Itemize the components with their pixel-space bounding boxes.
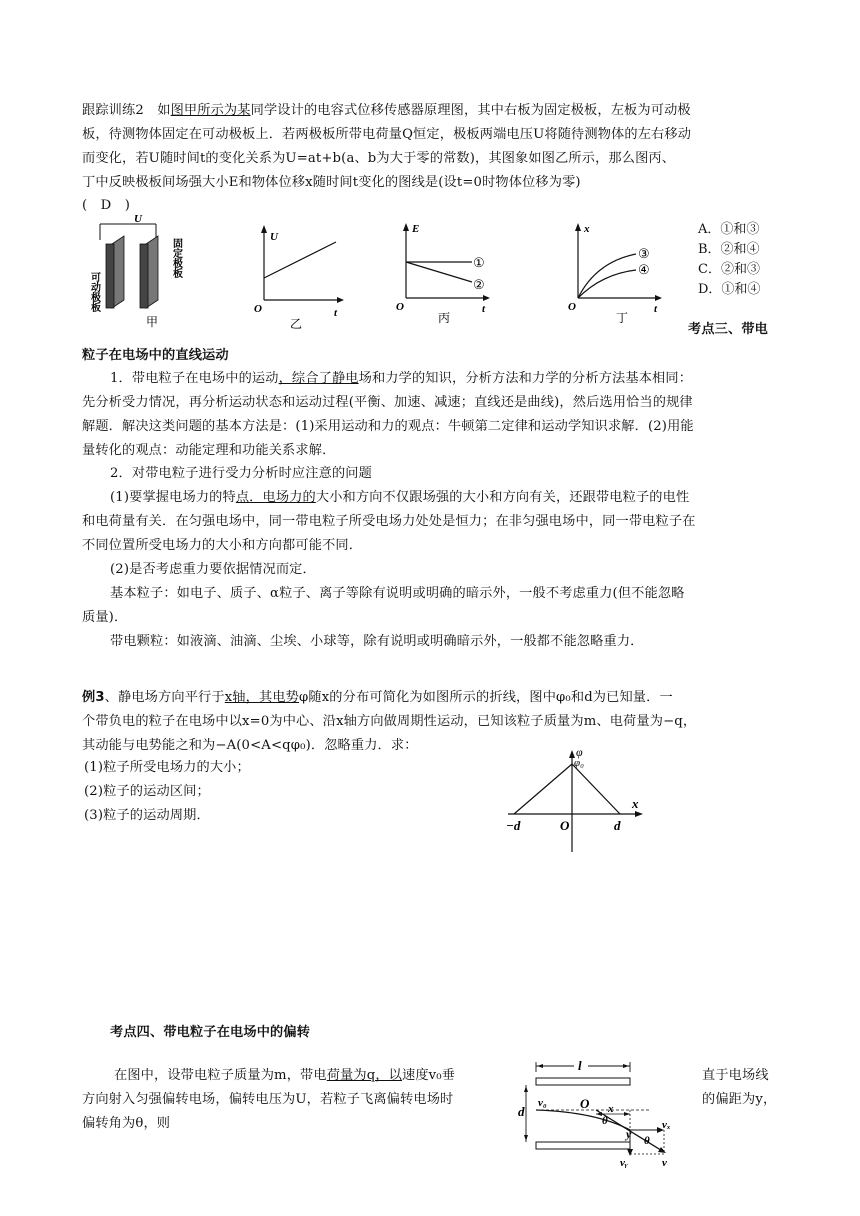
drill-line-4: 丁中反映极板间场强大小E和物体位移x随时间t变化的图线是(设t=0时物体位移为零) xyxy=(82,175,581,190)
sec3-p8: 不同位置所受电场力的大小和方向都可能不同． xyxy=(82,538,363,553)
option-d: D．①和④ xyxy=(698,282,761,297)
phi-y-label: φ xyxy=(576,745,583,759)
ding-line4-label: ④ xyxy=(638,262,650,277)
ding-origin: O xyxy=(568,301,576,313)
jia-right-label: 固定极板 xyxy=(170,238,182,278)
ding-x-label: t xyxy=(654,303,658,315)
phi-peak-label: φ₀ xyxy=(574,757,584,769)
sec3-p7: 和电荷量有关．在匀强电场中，同一带电粒子所受电场力处处是恒力；在非匀强电场中，同一带电粒子在 xyxy=(82,514,696,529)
bing-line1-label: ① xyxy=(473,255,485,270)
defl-theta-label: θ xyxy=(602,1115,608,1127)
defl-vy-label: vᵧ xyxy=(620,1157,628,1169)
bing-y-label: E xyxy=(412,223,420,235)
figure-jia xyxy=(90,212,200,332)
sec3-p10: 基本粒子：如电子、质子、α粒子、离子等除有说明或明确的暗示外，一般不考虑重力(但不能忽略 xyxy=(110,586,685,601)
example3-question-2: (2)粒子的运动区间； xyxy=(84,784,210,799)
example3-line-3: 其动能与电势能之和为−A(0<A<qφ₀)．忽略重力．求： xyxy=(82,738,418,753)
phi-origin-label: O xyxy=(560,818,570,833)
sec4-line-1: 在图中，设带电粒子质量为m，带电荷量为q，以速度v₀垂 xyxy=(114,1068,456,1083)
sec3-p5: 2．对带电粒子进行受力分析时应注意的问题 xyxy=(110,466,372,481)
example3-question-1: (1)粒子所受电场力的大小； xyxy=(84,760,250,775)
defl-o-label: O xyxy=(580,1096,590,1111)
jia-left-label: 可动极板 xyxy=(88,272,100,312)
figure-deflection xyxy=(516,1058,686,1208)
figure-phi-x xyxy=(500,746,650,856)
ding-line3-label: ③ xyxy=(638,246,650,261)
defl-x-label: x xyxy=(608,1103,614,1115)
option-a: A．①和③ xyxy=(698,222,760,237)
sec3-p12: 带电颗粒：如液滴、油滴、尘埃、小球等，除有说明或明确暗示外，一般都不能忽略重力． xyxy=(110,634,644,649)
option-b: B．②和④ xyxy=(698,242,760,257)
yi-origin: O xyxy=(254,303,262,315)
defl-l-label: l xyxy=(578,1058,582,1073)
sec3-p9: (2)是否考虑重力要依据情况而定． xyxy=(110,562,316,577)
sec3-p1: 1．带电粒子在电场中的运动，综合了静电场和力学的知识，分析方法和力学的分析方法基本相同： xyxy=(110,371,693,386)
drill-line-2: 板，待测物体固定在可动极板上．若两极板所带电荷量Q恒定，极板两端电压U将随待测物体的左右移动 xyxy=(82,127,692,142)
bing-x-label: t xyxy=(482,303,486,315)
jia-caption: 甲 xyxy=(146,315,159,329)
example3-line-2: 个带负电的粒子在电场中以x=0为中心、沿x轴方向做周期性运动，已知该粒子质量为m、电荷量为−q， xyxy=(82,714,697,729)
defl-theta2-label: θ xyxy=(644,1135,650,1147)
sec3-p11: 质量)． xyxy=(82,610,128,625)
figure-ding xyxy=(566,218,676,328)
ding-y-label: x xyxy=(584,223,590,235)
drill-answer: ( D ) xyxy=(82,198,130,213)
bing-origin: O xyxy=(396,301,404,313)
bing-caption: 丙 xyxy=(438,311,451,325)
drill-line-1: 跟踪训练2 如图甲所示为某同学设计的电容式位移传感器原理图，其中右板为固定极板，左板为可动极 xyxy=(82,103,691,118)
defl-y-label: y xyxy=(626,1127,632,1141)
yi-x-label: t xyxy=(334,307,338,319)
sec4-heading: 考点四、带电粒子在电场中的偏转 xyxy=(110,1025,311,1040)
option-c: C．②和③ xyxy=(698,262,760,277)
sec4-line-2: 方向射入匀强偏转电场，偏转电压为U，若粒子飞离偏转电场时 xyxy=(82,1092,454,1107)
phi-right-label: d xyxy=(614,818,621,833)
sec4-line-3: 偏转角为θ，则 xyxy=(82,1116,171,1131)
drill-line-3: 而变化，若U随时间t的变化关系为U=at+b(a、b为大于零的常数)，其图象如图乙所示，那么图丙、 xyxy=(82,151,676,166)
figure-bing xyxy=(392,218,502,328)
sec4-line-1-right: 直于电场线 xyxy=(702,1068,769,1083)
yi-caption: 乙 xyxy=(290,317,303,331)
defl-v-label: v xyxy=(662,1157,667,1169)
figure-yi xyxy=(252,222,352,334)
jia-u-label: U xyxy=(134,213,142,225)
sec3-heading-part1: 考点三、带电 xyxy=(688,322,769,337)
sec3-p6: (1)要掌握电场力的特点．电场力的大小和方向不仅跟场强的大小和方向有关，还跟带电粒子的电性 xyxy=(110,490,690,505)
sec3-p2: 先分析受力情况，再分析运动状态和运动过程(平衡、加速、减速；直线还是曲线)，然后选用恰当的规律 xyxy=(82,395,693,410)
ding-caption: 丁 xyxy=(616,311,629,325)
phi-left-label: −d xyxy=(506,818,521,833)
phi-x-label: x xyxy=(632,796,639,811)
defl-v0-label: v₀ xyxy=(538,1097,547,1109)
sec3-p4: 量转化的观点：动能定理和功能关系求解． xyxy=(82,443,336,458)
defl-vx-label: vₓ xyxy=(662,1119,671,1131)
sec3-heading-part2: 粒子在电场中的直线运动 xyxy=(82,348,229,363)
example3-line-1: 例3、静电场方向平行于x轴，其电势φ随x的分布可简化为如图所示的折线，图中φ₀和d为已知量．一 xyxy=(82,690,673,705)
yi-y-label: U xyxy=(270,231,278,243)
sec3-p3: 解题．解决这类问题的基本方法是：(1)采用运动和力的观点：牛顿第二定律和运动学知识求解．(2)用能 xyxy=(82,419,694,434)
sec4-line-2-right: 的偏距为y， xyxy=(702,1092,777,1107)
defl-d-label: d xyxy=(518,1104,525,1119)
example3-question-3: (3)粒子的运动周期． xyxy=(84,808,210,823)
bing-line2-label: ② xyxy=(473,277,485,292)
